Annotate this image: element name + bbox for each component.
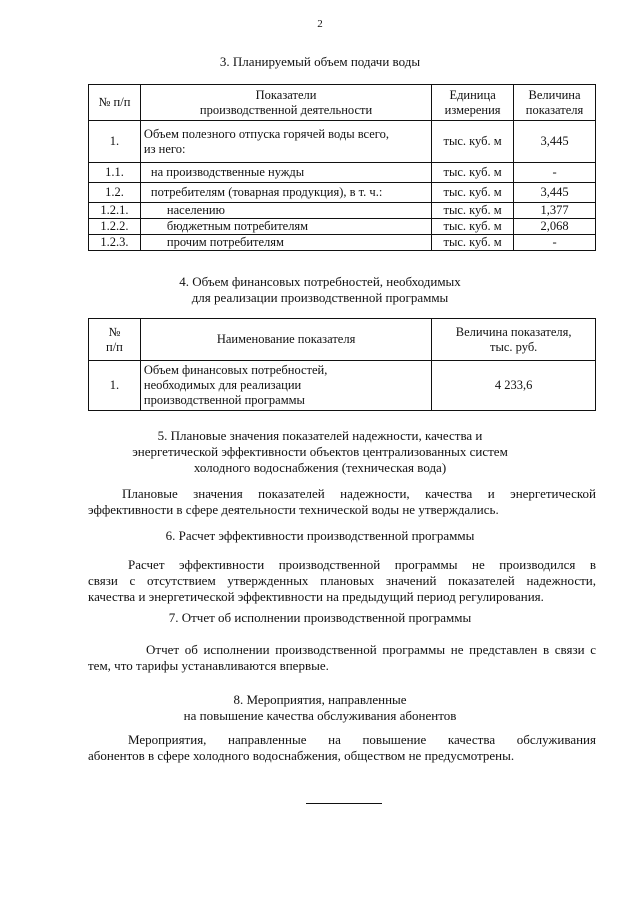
col-header-value bbox=[514, 85, 596, 121]
text-line: качества и энергетической эффективности на предыдущий период регулирования. bbox=[88, 589, 544, 604]
row-unit: тыс. куб. м bbox=[432, 203, 514, 219]
table-row bbox=[89, 163, 596, 183]
text-line: Отчет об исполнении производственной программы не представлен в связи с bbox=[146, 642, 596, 657]
row-name-line: производственной программы bbox=[143, 393, 305, 407]
row-name-line: Объем финансовых потребностей, bbox=[143, 363, 328, 377]
financial-needs-table bbox=[88, 318, 596, 411]
text-line: тем, что тарифы устанавливаются впервые. bbox=[88, 658, 329, 673]
title-line: на повышение качества обслуживания абонентов bbox=[183, 708, 457, 723]
title-line: 8. Мероприятия, направленные bbox=[233, 692, 407, 707]
header-line: Показатели bbox=[255, 87, 317, 102]
text-line: Мероприятия, направленные на повышение качества обслуживания bbox=[128, 732, 596, 747]
row-name: на производственные нужды bbox=[140, 163, 431, 183]
water-supply-table bbox=[88, 84, 596, 251]
page-number: 2 bbox=[317, 18, 323, 30]
header-line: измерения bbox=[444, 102, 501, 117]
row-name: бюджетным потребителям bbox=[140, 219, 431, 235]
header-line: производственной деятельности bbox=[199, 102, 373, 117]
section7-title: 7. Отчет об исполнении производственной программы bbox=[168, 610, 472, 625]
section7-text bbox=[88, 642, 596, 674]
row-value: 1,377 bbox=[514, 203, 596, 219]
section6-title: 6. Расчет эффективности производственной программы bbox=[165, 528, 475, 543]
row-num: 1.2.3. bbox=[89, 235, 141, 251]
row-num: 1.2.1. bbox=[89, 203, 141, 219]
table-header-row bbox=[89, 319, 596, 361]
section5-title bbox=[0, 428, 640, 476]
row-value: 3,445 bbox=[514, 183, 596, 203]
row-name-line: необходимых для реализации bbox=[143, 378, 302, 392]
header-line: Величина bbox=[528, 87, 581, 102]
header-line: показателя bbox=[525, 102, 584, 117]
header-line: Единица bbox=[449, 87, 496, 102]
text-line: Плановые значения показателей надежности, качества и энергетической bbox=[122, 486, 596, 501]
row-unit: тыс. куб. м bbox=[432, 121, 514, 163]
row-name-line: Объем полезного отпуска горячей воды всего, bbox=[143, 126, 389, 141]
col-header-unit bbox=[432, 85, 514, 121]
row-name: прочим потребителям bbox=[140, 235, 431, 251]
col-header-num bbox=[89, 319, 141, 361]
text-line: Расчет эффективности производственной программы не производился в bbox=[128, 557, 596, 572]
text-line: абонентов в сфере холодного водоснабжения, обществом не предусмотрены. bbox=[88, 748, 515, 763]
row-value: - bbox=[514, 235, 596, 251]
row-unit: тыс. куб. м bbox=[432, 235, 514, 251]
text-line: эффективности в сфере деятельности технической воды не утверждались. bbox=[88, 502, 499, 517]
row-value: 4 233,6 bbox=[432, 361, 596, 411]
section8-title bbox=[0, 692, 640, 724]
header-line: № bbox=[108, 324, 121, 339]
title-line: 4. Объем финансовых потребностей, необходимых bbox=[179, 274, 461, 289]
row-num: 1. bbox=[89, 121, 141, 163]
table-row bbox=[89, 183, 596, 203]
section4-title bbox=[0, 274, 640, 306]
title-line: 5. Плановые значения показателей надежности, качества и bbox=[157, 428, 483, 443]
table-row bbox=[89, 235, 596, 251]
title-line: энергетической эффективности объектов централизованных систем bbox=[132, 444, 508, 459]
col-header-name: Наименование показателя bbox=[140, 319, 431, 361]
title-line: для реализации производственной программы bbox=[191, 290, 449, 305]
table-row bbox=[89, 121, 596, 163]
title-line: холодного водоснабжения (техническая вода) bbox=[193, 460, 447, 475]
row-num: 1.2. bbox=[89, 183, 141, 203]
table-row bbox=[89, 219, 596, 235]
col-header-indicator bbox=[140, 85, 431, 121]
col-header-num: № п/п bbox=[89, 85, 141, 121]
table-header-row bbox=[89, 85, 596, 121]
section6-text bbox=[88, 557, 596, 605]
row-name bbox=[140, 361, 431, 411]
closing-divider bbox=[306, 803, 382, 804]
row-value: 2,068 bbox=[514, 219, 596, 235]
section5-text bbox=[88, 486, 596, 518]
text-line: связи с отсутствием утвержденных плановых значений показателей надежности, bbox=[88, 573, 596, 588]
row-unit: тыс. куб. м bbox=[432, 219, 514, 235]
row-num: 1.1. bbox=[89, 163, 141, 183]
table-row bbox=[89, 203, 596, 219]
table-row bbox=[89, 361, 596, 411]
row-num: 1. bbox=[89, 361, 141, 411]
row-name: потребителям (товарная продукция), в т. ч.: bbox=[140, 183, 431, 203]
row-unit: тыс. куб. м bbox=[432, 163, 514, 183]
row-name-line: из него: bbox=[143, 141, 186, 156]
row-num: 1.2.2. bbox=[89, 219, 141, 235]
header-line: п/п bbox=[106, 339, 123, 354]
row-unit: тыс. куб. м bbox=[432, 183, 514, 203]
section8-text bbox=[88, 732, 596, 764]
row-name: населению bbox=[140, 203, 431, 219]
row-value: 3,445 bbox=[514, 121, 596, 163]
col-header-value bbox=[432, 319, 596, 361]
section3-title: 3. Планируемый объем подачи воды bbox=[219, 54, 421, 69]
header-line: Величина показателя, bbox=[455, 324, 572, 339]
header-line: тыс. руб. bbox=[489, 339, 538, 354]
row-name bbox=[140, 121, 431, 163]
row-value: - bbox=[514, 163, 596, 183]
